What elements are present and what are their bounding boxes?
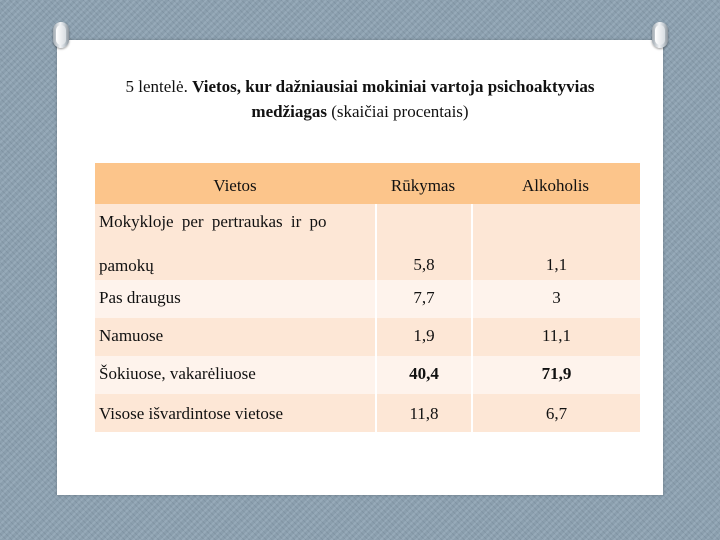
table-row [95, 356, 640, 394]
table-header-row [95, 163, 640, 204]
place-cell: Visose išvardintose vietose [99, 404, 284, 423]
place-cell: Šokiuose, vakarėliuose [99, 364, 256, 383]
alcohol-cell: 11,1 [471, 318, 640, 356]
alcohol-cell: 3 [471, 280, 640, 318]
header-smoking: Rūkymas [390, 176, 456, 195]
caption-prefix: 5 lentelė. [125, 77, 193, 96]
place-text-line1: Mokykloje per pertraukas ir po [99, 212, 327, 231]
table-row [95, 394, 640, 432]
place-text-line2: pamokų [99, 256, 154, 275]
smoking-cell: 11,8 [375, 394, 471, 432]
place-cell [95, 204, 375, 280]
alcohol-cell: 71,9 [471, 356, 640, 394]
smoking-cell: 7,7 [375, 280, 471, 318]
binder-ring-icon [652, 22, 668, 48]
smoking-cell: 40,4 [375, 356, 471, 394]
table-caption [70, 74, 650, 124]
place-cell: Namuose [99, 326, 164, 345]
alcohol-cell: 1,1 [471, 204, 640, 280]
table-row [95, 318, 640, 356]
data-table [95, 163, 640, 432]
alcohol-cell: 6,7 [471, 394, 640, 432]
smoking-cell: 1,9 [375, 318, 471, 356]
binder-ring-icon [53, 22, 69, 48]
caption-suffix: (skaičiai procentais) [326, 102, 469, 121]
header-places: Vietos [213, 176, 257, 195]
table-row [95, 280, 640, 318]
caption-bold-line1: Vietos, kur dažniausiai mokiniai vartoja psichoaktyvias [192, 77, 595, 96]
header-alcohol: Alkoholis [521, 176, 590, 195]
place-cell: Pas draugus [99, 288, 181, 307]
table-row [95, 204, 640, 280]
smoking-cell: 5,8 [375, 204, 471, 280]
caption-bold-line2: medžiagas [251, 102, 327, 121]
